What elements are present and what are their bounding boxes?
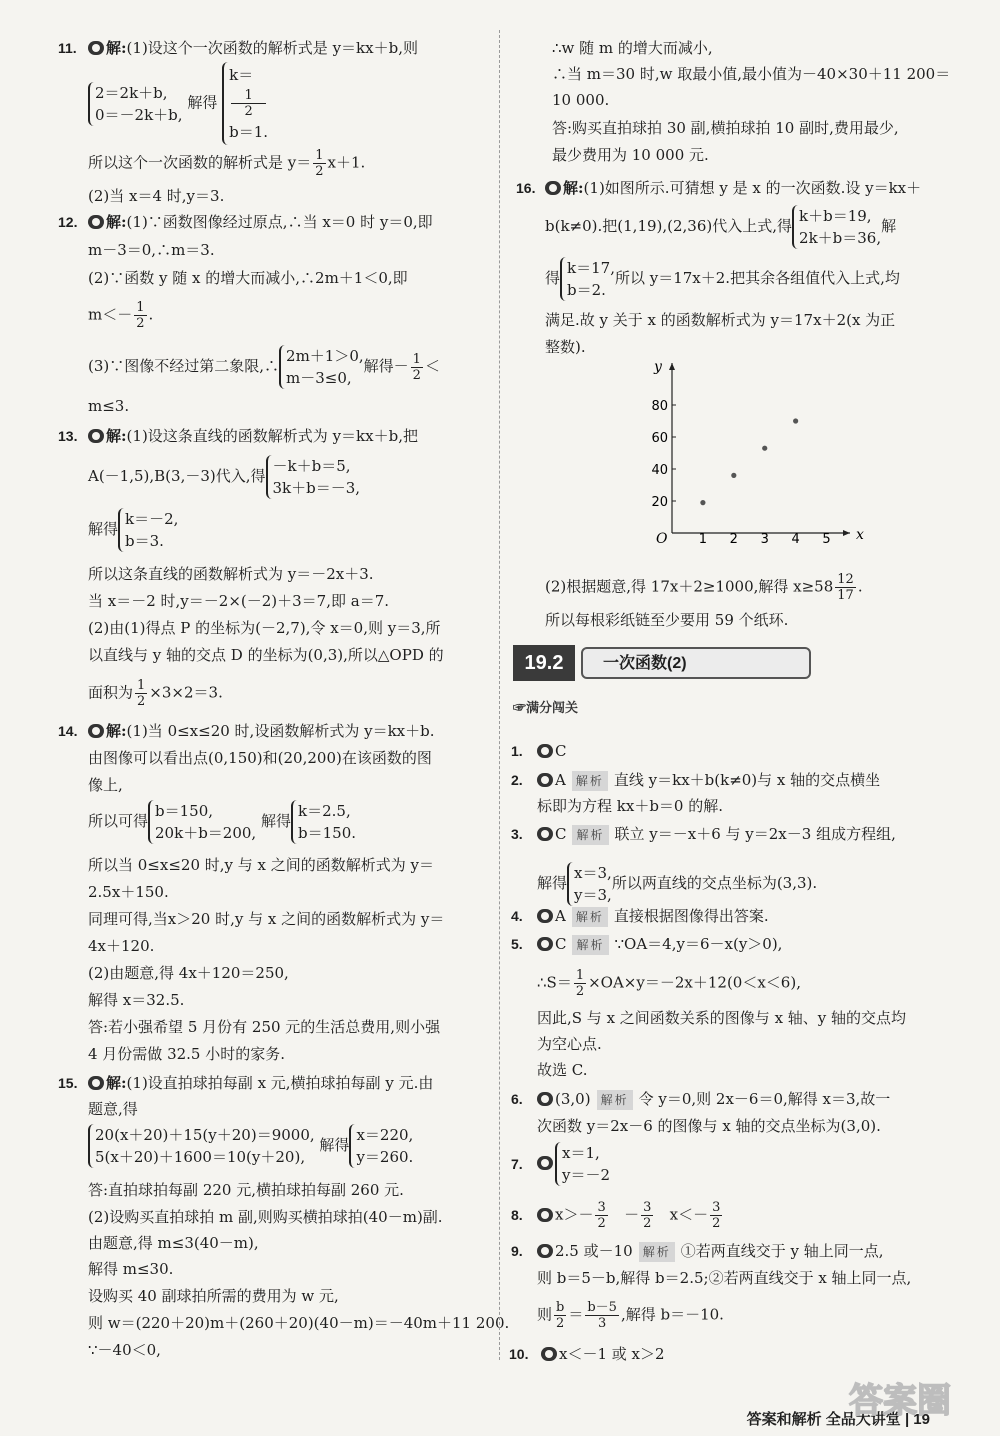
q14-line12: 4 月份需做 32.5 小时的家务. (88, 1045, 286, 1063)
key-icon (88, 724, 104, 738)
key-icon (537, 1092, 553, 1106)
q14-line2: 由图像可以看出点(0,150)和(20,200)在该函数的图 (88, 749, 432, 767)
q15-cont-line2: ∴当 m＝30 时,w 取最小值,最小值为－40×30＋11 200＝ (552, 65, 951, 83)
a5-line2: ∴S＝ $\frac{1}{2}$ ×OA×y＝－2x＋12(0＜x＜6), (537, 968, 801, 999)
q11-line1: 解:(1)设这个一次函数的解析式是 y＝kx＋b,则 (88, 38, 418, 58)
key-icon (88, 41, 104, 55)
section-title: 一次函数(2) (581, 647, 811, 679)
x-tick-label: 3 (760, 532, 769, 547)
q14-line3: 像上, (88, 776, 123, 794)
data-point (700, 500, 705, 505)
question-number: 16. (516, 180, 536, 196)
x-axis-label: x (856, 527, 864, 543)
y-axis-arrow (669, 363, 675, 370)
question-number: 15. (58, 1075, 78, 1091)
answer-line: C (537, 741, 566, 761)
key-icon (537, 1244, 553, 1258)
q15-cont-line3: 10 000. (552, 91, 610, 109)
x-axis-arrow (843, 530, 850, 536)
answer-line: C 解析 联立 y＝－x＋6 与 y＝2x－3 组成方程组, (537, 824, 896, 845)
key-icon (88, 429, 104, 443)
a5-line4: 为空心点. (537, 1035, 602, 1053)
answer-line-cont: 标即为方程 kx＋b＝0 的解. (537, 797, 723, 815)
key-icon (537, 937, 553, 951)
a6-line2: 次函数 y＝2x－6 的图像与 x 轴的交点坐标为(3,0). (537, 1117, 881, 1135)
y-tick-label: 60 (651, 431, 668, 446)
answer-line: C 解析 ∵OA＝4,y＝6－x(y＞0), (537, 934, 782, 955)
question-number: 11. (58, 40, 77, 56)
q15-line5: (2)设购买直拍球拍 m 副,则购买横拍球拍(40－m)副. (88, 1208, 443, 1226)
answer-line: A 解析 直接根据图像得出答案. (537, 906, 769, 927)
q14-line5: 所以当 0≤x≤20 时,y 与 x 之间的函数解析式为 y＝ (88, 856, 435, 874)
key-icon (88, 215, 104, 229)
q15-cont-line4: 答:购买直拍球拍 30 副,横拍球拍 10 副时,费用最少, (552, 119, 899, 137)
a7-line: x＝1, y＝－2 (537, 1142, 610, 1186)
q14-line8: 4x＋120. (88, 937, 155, 955)
q16-line6: (2)根据题意,得 17x＋2≥1000,解得 x≥58 $\frac{12}{17}$ . (545, 572, 863, 603)
q14-line7: 同理可得,当x＞20 时,y 与 x 之间的函数解析式为 y＝ (88, 910, 445, 928)
q16-line7: 所以每根彩纸链至少要用 59 个纸环. (545, 611, 789, 629)
q14-line9: (2)由题意,得 4x＋120＝250, (88, 964, 289, 982)
svg-text:答案圈: 答案圈 (849, 1382, 951, 1420)
answer-number: 1. (511, 743, 523, 759)
q15-line8: 设购买 40 副球拍所需的费用为 w 元, (88, 1287, 339, 1305)
q16-line4: 满足.故 y 关于 x 的函数解析式为 y＝17x＋2(x 为正 (545, 311, 896, 329)
x-tick-label: 4 (791, 532, 800, 547)
question-number: 12. (58, 214, 78, 230)
answer-number: 9. (511, 1243, 523, 1259)
q14-line10: 解得 x＝32.5. (88, 991, 185, 1009)
section-header (513, 645, 813, 681)
q14-line1: 解:(1)当 0≤x≤20 时,设函数解析式为 y＝kx＋b. (88, 721, 435, 741)
q12-line2: m－3＝0,∴m＝3. (88, 241, 215, 259)
a6-line1: (3,0) 解析 令 y＝0,则 2x－6＝0,解得 x＝3,故一 (537, 1089, 890, 1110)
q16-line5: 整数). (545, 338, 586, 356)
key-icon (88, 1076, 104, 1090)
answer-number: 10. (509, 1346, 529, 1362)
key-icon (537, 773, 553, 787)
scatter-chart (630, 359, 864, 558)
q13-line6: (2)由(1)得点 P 的坐标为(－2,7),令 x＝0,则 y＝3,所 (88, 619, 441, 637)
page-footer: 答案和解析 全品大讲堂 | 19 (746, 1411, 930, 1428)
key-icon (537, 827, 553, 841)
q13-line4: 所以这条直线的函数解析式为 y＝－2x＋3. (88, 565, 374, 583)
q14-line4: 所以可得 b＝150, 20k＋b＝200, 解得 k＝2.5, b＝150. (88, 802, 357, 842)
a9-line2: 则 b＝5－b,解得 b＝2.5;②若两直线交于 x 轴上同一点, (537, 1269, 912, 1287)
answer-line: A 解析 直线 y＝kx＋b(k≠0)与 x 轴的交点横坐 (537, 770, 880, 791)
q15-line7: 解得 m≤30. (88, 1260, 174, 1278)
answer-number: 5. (511, 936, 523, 952)
q12-line3: (2)∵函数 y 随 x 的增大而减小,∴2m＋1＜0,即 (88, 269, 408, 287)
q12-line5: (3)∵图像不经过第二象限,∴ 2m＋1＞0, m－3≤0, 解得－ $\frac{1}{2}$ ＜ (88, 347, 440, 387)
answer-number: 3. (511, 826, 523, 842)
data-point (793, 418, 798, 423)
q15-line1: 解:(1)设直拍球拍每副 x 元,横拍球拍每副 y 元.由 (88, 1073, 433, 1093)
y-tick-label: 20 (651, 495, 668, 510)
q12-line6: m≤3. (88, 397, 130, 415)
q13-line7: 以直线与 y 轴的交点 D 的坐标为(0,3),所以△OPD 的 (88, 646, 444, 664)
a9-line3: 则 $\frac{b}{2}$ ＝ $\frac{b-5}{3}$ ,解得 b＝－10. (537, 1300, 724, 1331)
key-icon (537, 744, 553, 758)
a10-line: x＜－1 或 x＞2 (541, 1344, 665, 1364)
q16-line3: 得 k＝17, b＝2. 所以 y＝17x＋2.把其余各组值代入上式,均 (545, 259, 900, 299)
q11-system: 2＝2k＋b, 0＝－2k＋b, 解得 k＝ 1 2 b＝1. (88, 62, 268, 126)
y-tick-label: 40 (651, 463, 668, 478)
q12-line4: m＜－ $\frac{1}{2}$ . (88, 300, 154, 331)
q15-line2: 题意,得 (88, 1100, 138, 1118)
q15-line10: ∵－40＜0, (88, 1341, 161, 1359)
answer-number: 4. (511, 908, 523, 924)
key-icon (537, 1208, 553, 1222)
data-point (731, 473, 736, 478)
q16-line2: b(k≠0).把(1,19),(2,36)代入上式,得 k＋b＝19, 2k＋b＝36, 解 (545, 207, 897, 247)
a9-line1: 2.5 或－10 解析 ①若两直线交于 y 轴上同一点, (537, 1241, 884, 1262)
origin-label: O (656, 531, 668, 547)
key-icon (537, 909, 553, 923)
answer-number: 8. (511, 1207, 523, 1223)
q16-line1: 解:(1)如图所示.可猜想 y 是 x 的一次函数.设 y＝kx＋ (545, 178, 921, 198)
a5-line5: 故选 C. (537, 1061, 588, 1079)
answer-number: 6. (511, 1091, 523, 1107)
q13-line5: 当 x＝－2 时,y＝－2×(－2)＋3＝7,即 a＝7. (88, 592, 390, 610)
question-number: 13. (58, 428, 78, 444)
q15-cont-line1: ∴w 随 m 的增大而减小, (552, 39, 713, 57)
q14-line6: 2.5x＋150. (88, 883, 169, 901)
y-tick-label: 80 (651, 399, 668, 414)
a3-line2: 解得 x＝3, y＝3, 所以两直线的交点坐标为(3,3). (537, 864, 818, 904)
q15-line9: 则 w＝(220＋20)m＋(260＋20)(40－m)＝－40m＋11 200. (88, 1314, 510, 1332)
q15-line6: 由题意,得 m≤3(40－m), (88, 1234, 259, 1252)
answer-number: 7. (511, 1156, 523, 1172)
q15-system: 20(x＋20)＋15(y＋20)＝9000, 5(x＋20)＋1600＝10(y＋20), 解得 x＝220, y＝260. (88, 1124, 413, 1168)
data-point (762, 446, 767, 451)
a8-line: x＞－ $\frac{3}{2}$ － $\frac{3}{2}$ x＜－ $\frac{3}{2}$ (537, 1200, 724, 1231)
y-axis-label: y (654, 359, 662, 375)
watermark-logo (820, 1370, 980, 1430)
q14-line11: 答:若小强希望 5 月份有 250 元的生活总费用,则小强 (88, 1018, 441, 1036)
q15-cont-line5: 最少费用为 10 000 元. (552, 146, 709, 164)
column-divider (499, 30, 501, 1360)
q13-line2: A(－1,5),B(3,－3)代入,得 －k＋b＝5, 3k＋b＝－3, (88, 457, 361, 497)
a5-line3: 因此,S 与 x 之间函数关系的图像与 x 轴、y 轴的交点均 (537, 1009, 907, 1027)
q11-line4: (2)当 x＝4 时,y＝3. (88, 187, 225, 205)
x-tick-label: 5 (822, 532, 831, 547)
q12-line1: 解:(1)∵函数图像经过原点,∴当 x＝0 时 y＝0,即 (88, 212, 433, 232)
answer-number: 2. (511, 772, 523, 788)
q13-line8: 面积为 $\frac{1}{2}$ ×3×2＝3. (88, 678, 223, 709)
key-icon (537, 1156, 553, 1170)
question-number: 14. (58, 723, 78, 739)
key-icon (541, 1347, 557, 1361)
sub-heading: ☞满分闯关 (513, 700, 579, 715)
key-icon (545, 181, 561, 195)
x-tick-label: 1 (698, 532, 708, 547)
x-tick-label: 2 (729, 532, 738, 547)
section-number: 19.2 (513, 645, 575, 681)
q15-line4: 答:直拍球拍每副 220 元,横拍球拍每副 260 元. (88, 1181, 404, 1199)
q13-line3: 解得 k＝－2, b＝3. (88, 510, 179, 550)
q13-line1: 解:(1)设这条直线的函数解析式为 y＝kx＋b,把 (88, 426, 418, 446)
q11-line3: 所以这个一次函数的解析式是 y＝ $\frac{1}{2}$ x＋1. (88, 148, 366, 179)
